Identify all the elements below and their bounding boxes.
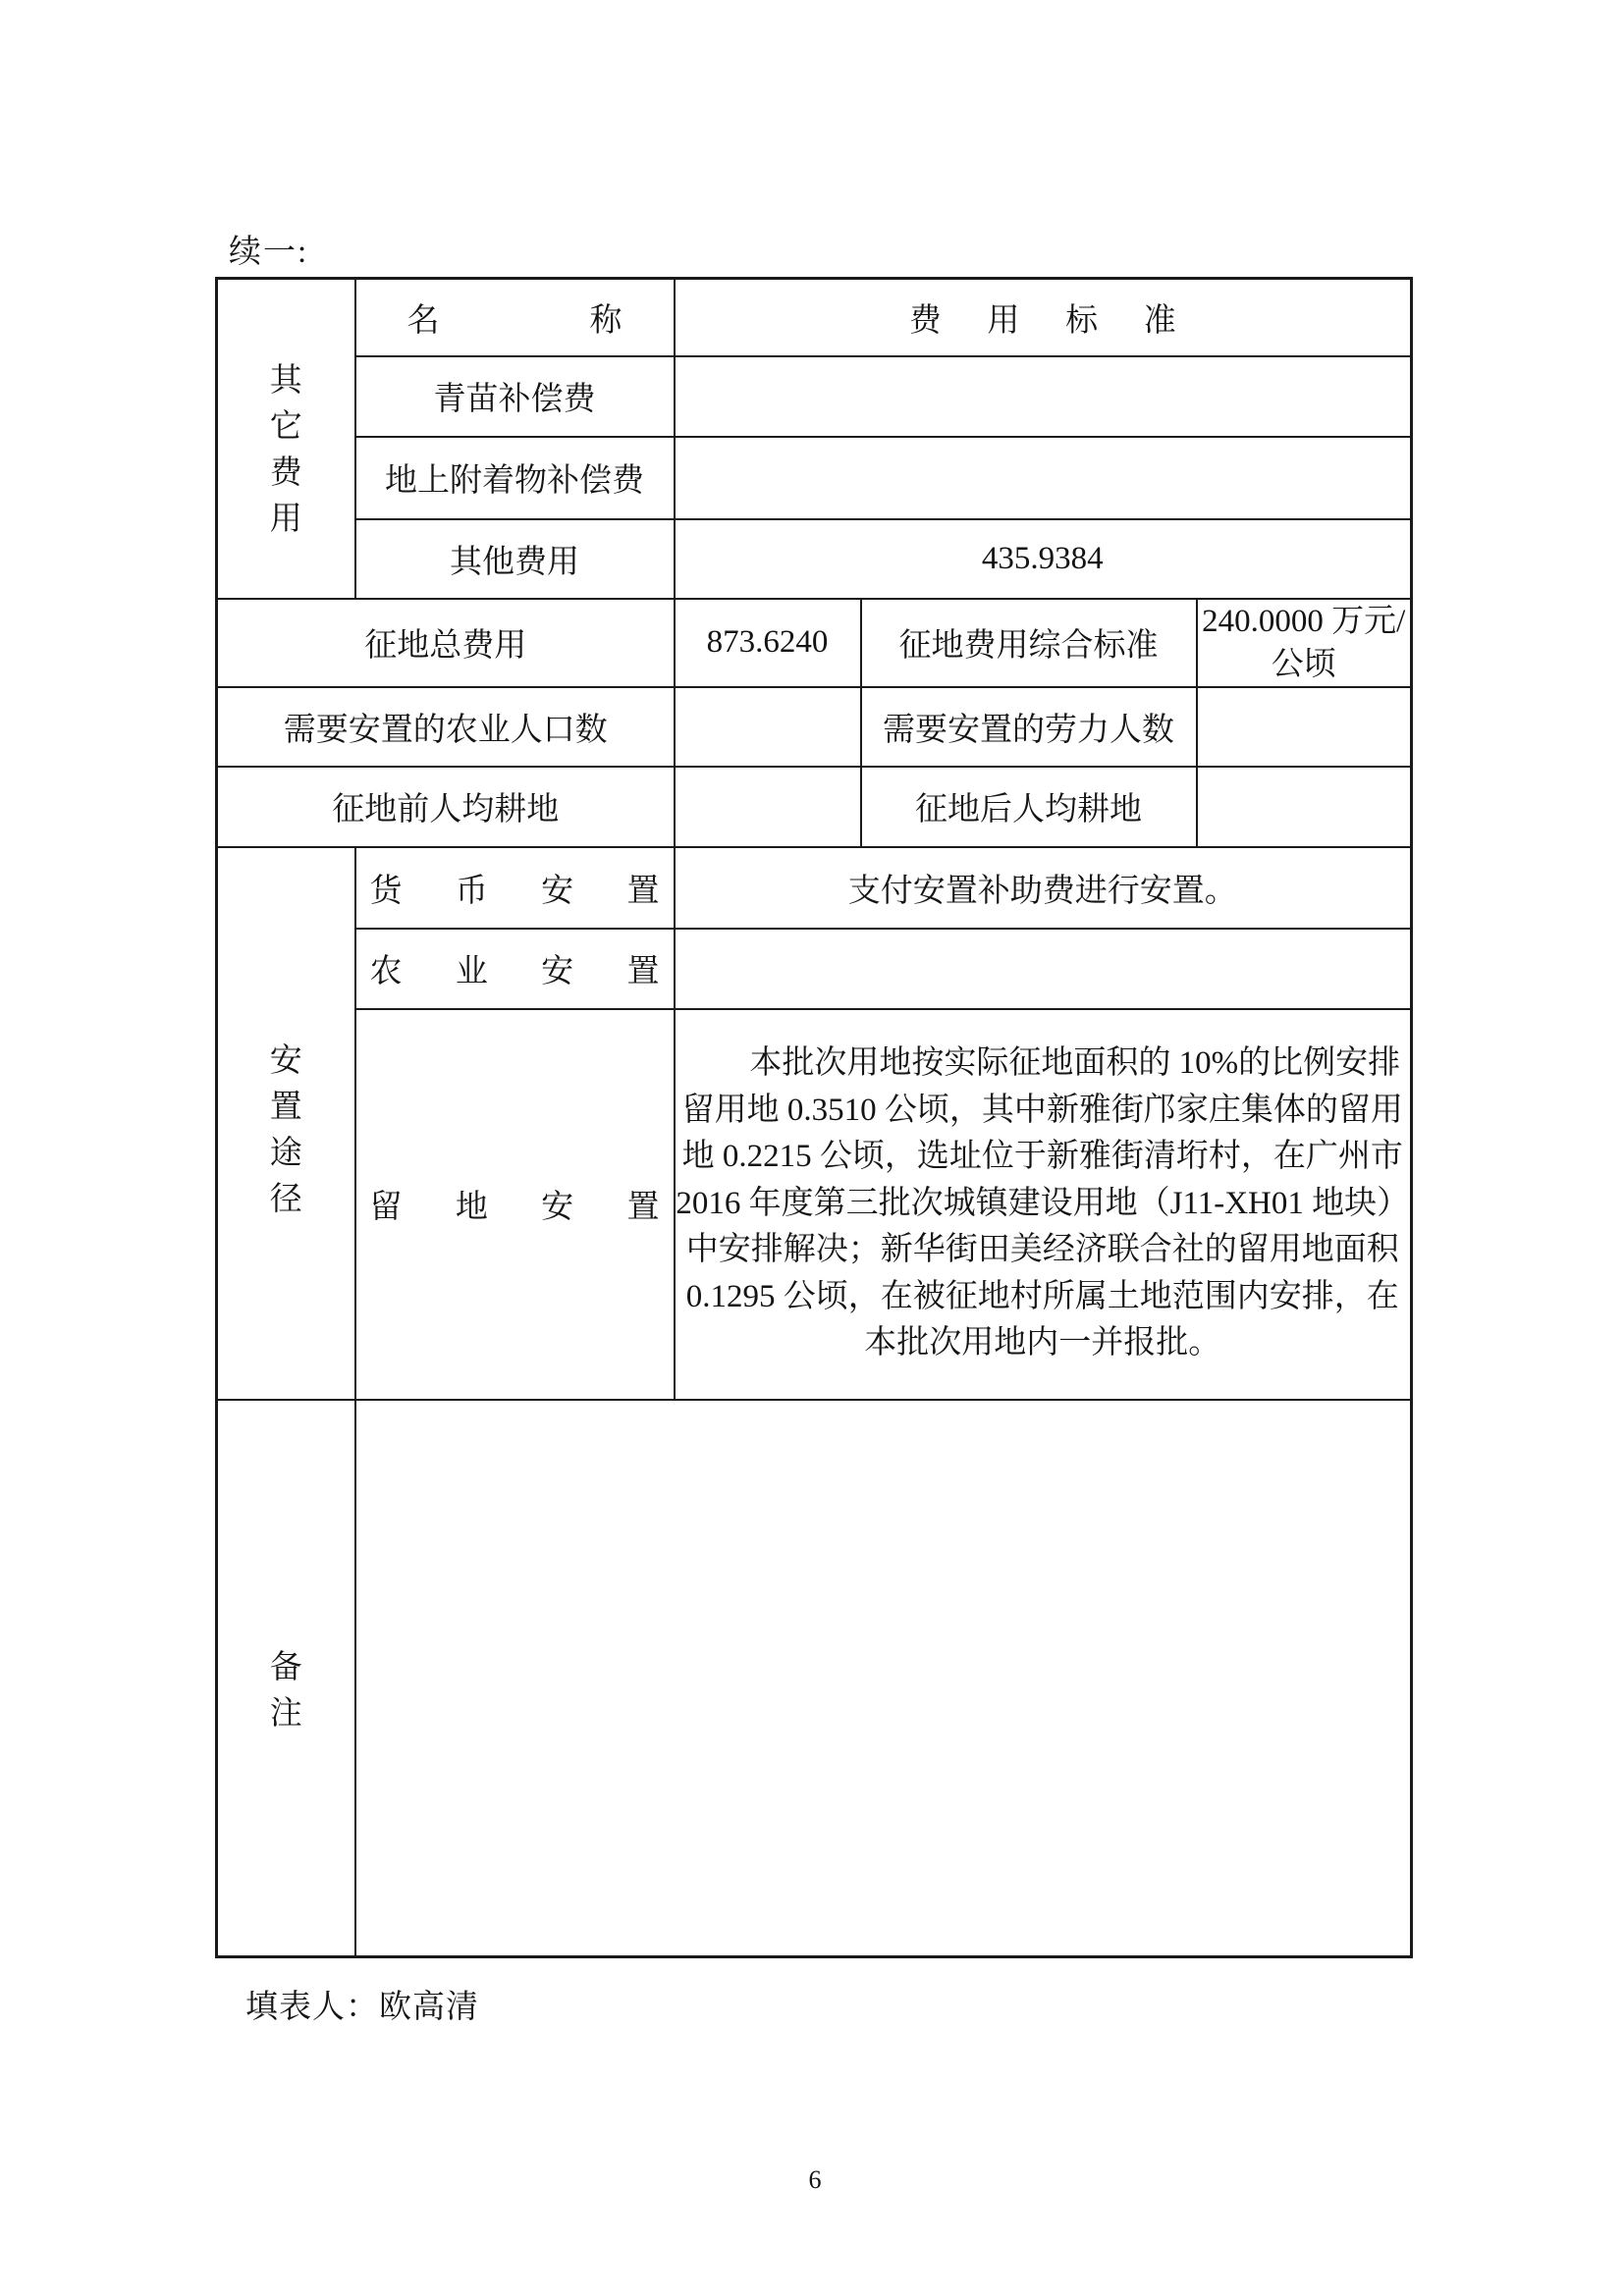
name-header-cell [355,279,675,356]
char: 费 [269,454,302,491]
char: 业 [455,954,488,989]
agricultural-resettlement-label-cell [355,929,675,1009]
char: 途 [269,1136,302,1171]
monetary-resettlement-value-cell: 支付安置补助费进行安置。 [675,847,1412,929]
other-fees-vertical-label [218,325,354,553]
table-row [217,687,1412,767]
other-fee-value-cell: 435.9384 [675,519,1412,599]
agri-population-label-cell: 需要安置的农业人口数 [217,687,675,767]
char: 置 [626,873,660,909]
fee-standard-header-cell [675,279,1412,356]
labor-count-value-cell [1197,687,1412,767]
reserved-land-value-cell: 本批次用地按实际征地面积的 10%的比例安排留用地 0.3510 公顷，其中新雅街邝家庄集体的留用地 0.2215 公顷，选址位于新雅街清垳村，在广州市 2016 年度第三批次城镇建设用地（J11-XH01 地块）中安排解决；新华街田美经济联合社的留用地面积 0.1295 公顷，在被征地村所属土地范围内安排，在本批次用地内一并报批。 [675,1009,1412,1400]
char: 径 [269,1182,302,1217]
char: 置 [626,1190,660,1225]
other-fee-name-cell: 其他费用 [355,519,675,599]
per-capita-after-label-cell: 征地后人均耕地 [861,767,1197,847]
remarks-vertical-label [218,1523,354,1832]
per-capita-before-label-cell: 征地前人均耕地 [217,767,675,847]
char: 安 [541,954,574,989]
form-filler-line: 填表人：欧高清 [245,1990,479,2025]
remarks-value-cell [355,1400,1412,1957]
table-row [217,599,1412,687]
table-row [217,519,1412,599]
char: 用 [269,501,302,537]
table-row [217,437,1412,519]
table-row [217,767,1412,847]
table-row [217,1009,1412,1400]
page-number: 6 [808,2165,822,2194]
agri-population-value-cell [675,687,861,767]
char: 置 [269,1090,302,1125]
table-row [217,1400,1412,1957]
per-capita-after-value-cell [1197,767,1412,847]
comprehensive-standard-label-cell: 征地费用综合标准 [861,599,1197,687]
char: 备 [269,1650,302,1686]
agricultural-resettlement-label [356,945,674,991]
name-header-label [356,294,674,341]
char: 用 [987,302,1020,339]
char: 费 [908,302,942,339]
other-fees-vertical-header [217,279,355,599]
table-row [217,847,1412,929]
char: 地 [455,1190,488,1225]
char: 注 [269,1696,302,1733]
young-crop-fee-value-cell [675,356,1412,437]
comprehensive-standard-value-cell: 240.0000 万元/公顷 [1197,599,1412,687]
resettlement-vertical-label [218,1017,354,1229]
total-fee-value-cell: 873.6240 [675,599,861,687]
fee-standard-header-label [909,294,1176,341]
attachments-fee-value-cell [675,437,1412,519]
table-row [217,929,1412,1009]
char: 农 [369,954,403,989]
per-capita-before-value-cell [675,767,861,847]
monetary-resettlement-label-cell [355,847,675,929]
attachments-fee-name-cell: 地上附着物补偿费 [355,437,675,519]
remarks-vertical-header [217,1400,355,1957]
continuation-label: 续一: [229,235,309,270]
reserved-land-label [356,1181,674,1227]
char: 称 [589,302,623,339]
char: 标 [1065,302,1099,339]
char: 其 [269,362,302,399]
char: 准 [1143,302,1176,339]
young-crop-fee-name-cell: 青苗补偿费 [355,356,675,437]
char: 安 [541,873,574,909]
table-row [217,356,1412,437]
land-expropriation-fee-table [215,277,1413,1958]
char: 置 [626,954,660,989]
labor-count-label-cell: 需要安置的劳力人数 [861,687,1197,767]
char: 安 [269,1043,302,1079]
reserved-land-label-cell [355,1009,675,1400]
total-fee-label-cell: 征地总费用 [217,599,675,687]
char: 名 [406,302,440,339]
agricultural-resettlement-value-cell [675,929,1412,1009]
char: 安 [541,1190,574,1225]
char: 币 [455,873,488,909]
table-row [217,279,1412,356]
resettlement-vertical-header [217,847,355,1400]
char: 留 [369,1190,403,1225]
monetary-resettlement-label [356,865,674,911]
char: 货 [369,873,403,909]
char: 它 [269,408,302,445]
